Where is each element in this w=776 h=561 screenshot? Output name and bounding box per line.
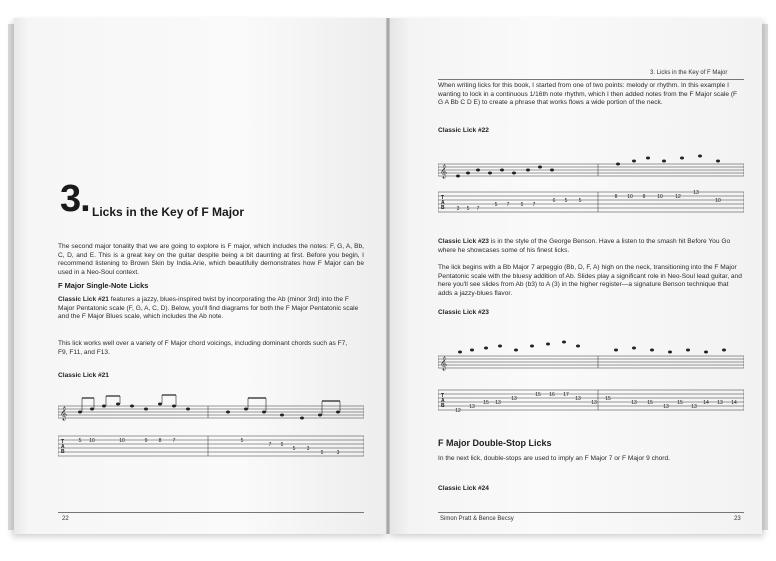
- tab-fret: 7: [172, 438, 176, 444]
- lick21-label: Classic Lick #21: [58, 372, 109, 379]
- lick23-notation: [438, 338, 744, 424]
- header-rule: [438, 79, 744, 80]
- svg-text:B: B: [441, 403, 445, 409]
- tab-fret: 15: [647, 400, 653, 406]
- authors: Simon Pratt & Bence Becsy: [440, 516, 514, 522]
- tab-fret: 3: [306, 446, 310, 452]
- right-page-number: 23: [734, 516, 741, 522]
- tab-fret: 7: [506, 202, 510, 208]
- svg-text:T: T: [61, 439, 65, 445]
- tab-fret: 12: [455, 408, 461, 414]
- tab-fret: 5: [466, 206, 470, 212]
- chords-paragraph: This lick works well over a variety of F Major chord voicings, including dominant chords such as F7, F9, F11, and F13.: [58, 340, 348, 356]
- tab-fret: 5: [320, 450, 324, 456]
- svg-text:A: A: [441, 398, 445, 404]
- lick21-description: [58, 296, 364, 322]
- tab-fret: 7: [532, 202, 536, 208]
- section-heading: F Major Single-Note Licks: [58, 281, 149, 290]
- tab-fret: 3: [456, 206, 460, 212]
- tab-fret: 13: [717, 400, 723, 406]
- tab-fret: 7: [476, 206, 480, 212]
- lick21-notation: [58, 392, 364, 468]
- tab-fret: 3: [336, 450, 340, 456]
- tab-fret: 13: [691, 404, 697, 410]
- tab-fret: 13: [469, 404, 475, 410]
- double-stop-text: In the next lick, double-stops are used to imply an F Major 7 or F Major 9 chord.: [438, 455, 670, 462]
- tab-fret: 15: [535, 392, 541, 398]
- lick24-label: Classic Lick #24: [438, 485, 489, 492]
- chapter-title: Licks in the Key of F Major: [92, 205, 245, 219]
- lick21-desc-text: features a jazzy, blues-inspired twist by incorporating the Ab (minor 3rd) into the F Major Pentatonic scale (F, G, A, C, D). Below, you'll find diagrams for both the F Major Pentatonic scale and the F Major Blues scale, which includes the Ab note.: [58, 296, 359, 321]
- tab-fret: 5: [78, 438, 82, 444]
- left-footer-rule: [58, 512, 364, 513]
- right-intro-paragraph: When writing licks for this book, I started from one of two points: melody or rhythm. In this example I wanting to lock in a continuous 1/16th note rhythm, which I then added notes from the F Major scale (F G A Bb C D E) to create a phrase that works flows a wide portion of the neck.: [438, 82, 738, 107]
- tab-fret: 10: [715, 198, 721, 204]
- tab-fret: 15: [677, 400, 683, 406]
- svg-text:B: B: [441, 205, 445, 211]
- tab-fret: 14: [703, 400, 709, 406]
- tab-fret: 5: [240, 438, 244, 444]
- svg-text:T: T: [441, 393, 445, 399]
- svg-text:A: A: [61, 444, 65, 450]
- svg-text:𝄞: 𝄞: [60, 406, 68, 420]
- svg-text:A: A: [441, 200, 445, 206]
- tab-fret: 14: [731, 400, 737, 406]
- tab-fret: 13: [663, 404, 669, 410]
- tab-fret: 12: [675, 194, 681, 200]
- tab-fret: 13: [575, 396, 581, 402]
- tab-fret: 13: [631, 400, 637, 406]
- tab-fret: 13: [693, 190, 699, 196]
- tab-fret: 5: [280, 442, 284, 448]
- lick23-paragraph-2: The lick begins with a Bb Major 7 arpeggio (Bb, D, F, A) high on the neck, transitioning into the F Major Pentatonic scale with the bluesy addition of Ab. Slides play a significant role in Neo-Soul lead guitar, and here you'll see slides from Ab (b3) to A (3) in the higher register—a signature Benson technique that adds a jazzy-blues flavor.: [438, 264, 742, 297]
- lick23-desc-bold: Classic Lick #23: [438, 238, 489, 245]
- svg-text:𝄞: 𝄞: [440, 164, 448, 178]
- tab-fret: 5: [520, 202, 524, 208]
- tab-fret: 17: [563, 392, 569, 398]
- tab-fret: 15: [605, 396, 611, 402]
- tab-fret: 10: [119, 438, 125, 444]
- lick23-description: [438, 238, 744, 255]
- left-page-number: 22: [62, 516, 69, 522]
- tab-fret: 8: [642, 194, 646, 200]
- tab-fret: 5: [494, 202, 498, 208]
- tab-fret: 5: [292, 446, 296, 452]
- tab-fret: 13: [591, 400, 597, 406]
- tab-fret: 5: [564, 198, 568, 204]
- tab-fret: 10: [89, 438, 95, 444]
- lick22-notation: [438, 152, 744, 218]
- svg-text:B: B: [61, 449, 65, 455]
- lick21-desc-bold: Classic Lick #21: [58, 296, 109, 303]
- intro-paragraph: The second major tonality that we are going to explore is F major, which includes the notes: F, G, A, Bb, C, D, and E. This is a great key on the guitar despite being a bit daunting at first. Before you begin, I recommend listening to Brown Skin by India.Arie, which beautifully demonstrates how F Major can be used in a Neo-Soul context.: [58, 243, 364, 276]
- running-head: 3. Licks in the Key of F Major: [650, 70, 728, 76]
- tab-fret: 13: [511, 396, 517, 402]
- lick22-label: Classic Lick #22: [438, 127, 489, 134]
- lick23-label: Classic Lick #23: [438, 309, 489, 316]
- lick23-desc-text: is in the style of the George Benson. Have a listen to the smash hit Before You Go where he showcases some of his finest licks.: [438, 238, 731, 254]
- book-spine: [386, 18, 390, 534]
- tab-fret: 15: [483, 400, 489, 406]
- tab-fret: 5: [578, 198, 582, 204]
- tab-fret: 8: [158, 438, 162, 444]
- tab-fret: 10: [657, 194, 663, 200]
- tab-fret: 7: [268, 442, 272, 448]
- svg-text:𝄞: 𝄞: [440, 356, 448, 370]
- chapter-number: 3.: [60, 178, 90, 220]
- tab-fret: 9: [144, 438, 148, 444]
- double-stop-heading: F Major Double-Stop Licks: [438, 438, 552, 448]
- tab-fret: 10: [627, 194, 633, 200]
- tab-fret: 6: [552, 198, 556, 204]
- right-footer-rule: [438, 512, 744, 513]
- tab-fret: 13: [495, 400, 501, 406]
- svg-text:T: T: [441, 195, 445, 201]
- tab-fret: 16: [549, 392, 555, 398]
- tab-fret: 8: [614, 194, 618, 200]
